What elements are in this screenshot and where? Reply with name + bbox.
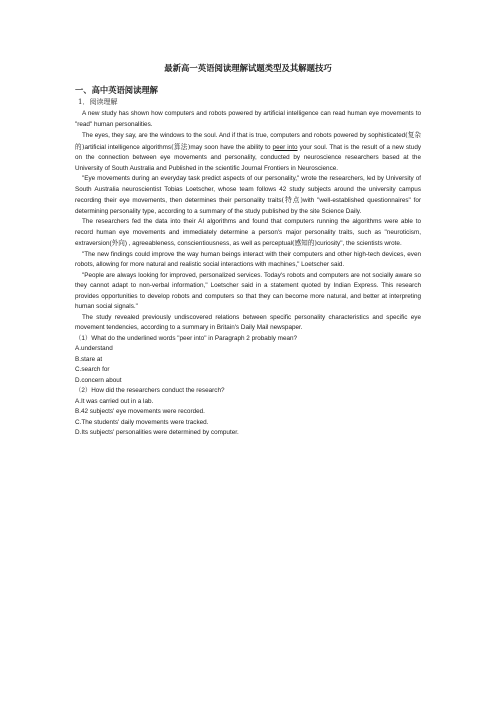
- question-1-option-b: B.stare at: [75, 355, 103, 363]
- paragraph-3-text-b: with "well-established questionnaires" for determining personality type, according to a summary of the study published by the site Science Daily.: [75, 197, 421, 215]
- paragraph-2-text-c: may soon have the ability to: [190, 143, 271, 151]
- section-heading: 一、高中英语阅读理解: [75, 85, 158, 95]
- paragraph-2-text-b: artificial intelligence algorithms: [84, 143, 172, 151]
- question-1-stem: （1）What do the underlined words "peer into" in Paragraph 2 probably mean?: [75, 334, 298, 342]
- paragraph-3-text-a: "Eye movements during an everyday task predict aspects of our personality," wrote the researchers, led by University of South Australia neuroscientist Tobias Loetscher, whose team follows 42 study subjects around the university campus recording their eye movements, then determines their personality traits: [75, 175, 421, 204]
- gloss-perceptual: (感知的): [292, 239, 317, 247]
- paragraph-2-text-d: your soul. That is the result of a new study on the connection between eye movements and personality, conducted by neuroscience researchers based at the University of South Australia and Published in the scientific Journal Frontiers in Neuroscience.: [75, 143, 422, 172]
- gloss-complex: (复杂的): [75, 131, 421, 151]
- gloss-trait: (特点): [281, 196, 303, 204]
- question-1-option-d: D.concern about: [75, 376, 122, 384]
- question-1-option-a: A.understand: [75, 345, 113, 352]
- question-1-option-c: C.search for: [75, 366, 110, 373]
- question-2-option-a: A.It was carried out in a lab.: [75, 397, 154, 405]
- paragraph-4-text-b: ) , agreeableness, conscientiousness, as well as perceptual: [124, 240, 293, 247]
- paragraph-3: [75, 174, 421, 217]
- passage-body: [75, 109, 421, 439]
- document-title: 最新高一英语阅读理解试题类型及其解题技巧: [164, 63, 332, 73]
- paragraph-2-text-a: The eyes, they say, are the windows to the soul. And if that is true, computers and robots powered by sophisticated: [82, 132, 406, 139]
- paragraph-2: [75, 130, 421, 174]
- paragraph-4-text-c: curiosity", the scientists wrote.: [316, 240, 402, 247]
- question-2-option-b: B.42 subjects' eye movements were recorded.: [75, 408, 205, 415]
- paragraph-7: The study revealed previously undiscovered relations between specific personality characteristics and specific eye movement tendencies, according to a summary in Britain's Daily Mail newspaper.: [75, 313, 421, 331]
- question-2-stem: （2）How did the researchers conduct the research?: [75, 387, 225, 394]
- paragraph-6: "People are always looking for improved, personalized services. Today's robots and computers are not socially aware so they cannot adapt to non-verbal information," Loetscher said in a statement quoted by Indian Express. This research provides opportunities to develop robots and computers so that they can become more natural, and better at interpreting human social signals.": [75, 271, 421, 310]
- underlined-phrase: peer into: [272, 143, 298, 151]
- subsection-heading: 1．阅读理解: [78, 98, 118, 106]
- gloss-algorithm: (算法): [171, 142, 191, 151]
- paragraph-4: [75, 217, 421, 250]
- question-2-option-c: C.The students' daily movements were tracked.: [75, 418, 209, 426]
- paragraph-4-text-a: The researchers fed the data into their AI algorithms and found that computers running the algorithms were able to record human eye movements and immediately determine a person's major personality traits, such as "neuroticism, extraversion(: [75, 218, 421, 247]
- paragraph-5: "The new findings could improve the way human beings interact with their computers and other high-tech devices, even robots, allowing for more natural and realistic social interactions with machines," Loetscher said.: [75, 250, 421, 268]
- question-2-option-d: D.Its subjects' personalities were determined by computer.: [75, 429, 239, 436]
- gloss-extravert: 外向: [111, 239, 125, 247]
- paragraph-1: A new study has shown how computers and robots powered by artificial intelligence can read human eye movements to "read" human personalities.: [75, 110, 421, 128]
